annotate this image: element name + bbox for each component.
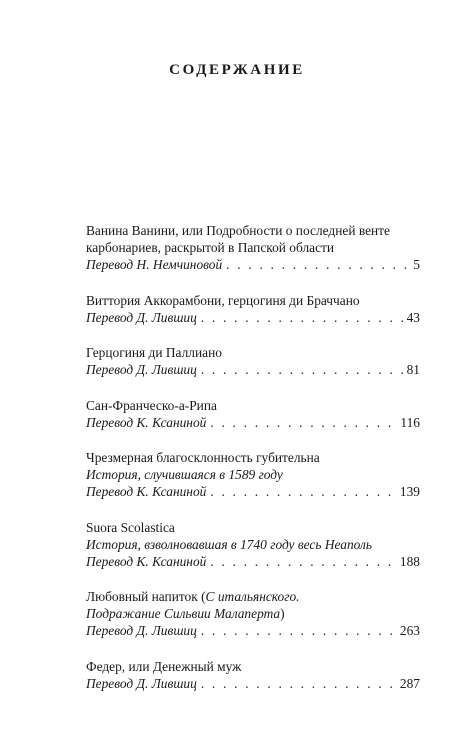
toc-page-number[interactable]: 263 — [399, 623, 420, 638]
toc-entry-title: Федер, или Денежный муж — [86, 658, 242, 674]
toc-translator-line — [86, 414, 420, 431]
toc-entry-title: Сан-Франческо-а-Рипа — [86, 397, 217, 413]
toc-entry-title: Герцогиня ди Паллиано — [86, 345, 222, 360]
toc-translator: Перевод К. Ксаниной — [86, 484, 207, 499]
toc-entry-subtitle: История, случившаяся в 1589 году — [86, 467, 283, 482]
toc-translator-line — [86, 256, 420, 273]
toc-entry-title: Любовный напиток (С итальянского. — [86, 589, 300, 604]
toc-translator: Перевод Д. Лившиц — [86, 362, 197, 377]
toc-entry[interactable] — [86, 519, 420, 570]
toc-translator-line — [86, 483, 420, 500]
toc-translator-line — [86, 622, 420, 639]
toc-page-number[interactable]: 116 — [400, 414, 420, 430]
toc-translator: Перевод Д. Лившиц — [86, 623, 197, 638]
toc-translator-line — [86, 675, 420, 692]
toc-translator-line — [86, 553, 420, 570]
toc-entry[interactable] — [86, 658, 420, 692]
toc-entry[interactable] — [86, 588, 420, 639]
toc-page-number[interactable]: 188 — [399, 553, 420, 569]
dot-leader — [222, 256, 409, 273]
toc-translator: Перевод К. Ксаниной — [86, 553, 207, 569]
toc-entry-title: Suora Scolastica — [86, 519, 175, 535]
toc-page-number[interactable]: 43 — [406, 309, 420, 325]
toc-translator: Перевод К. Ксаниной — [86, 414, 207, 430]
toc-translator: Перевод Н. Немчиновой — [86, 257, 223, 272]
toc-page-number[interactable]: 81 — [406, 362, 420, 377]
toc-entry-subtitle: карбонариев, раскрытой в Папской области — [86, 240, 335, 255]
page-title: СОДЕРЖАНИЕ — [169, 62, 305, 78]
table-of-contents — [86, 222, 420, 710]
toc-translator-line — [86, 309, 420, 326]
toc-entry-title: Ванина Ванини, или Подробности о последней венте — [86, 223, 390, 238]
toc-entry[interactable] — [86, 292, 420, 326]
dot-leader — [206, 414, 396, 431]
dot-leader — [197, 361, 403, 378]
toc-entry[interactable] — [86, 397, 420, 431]
toc-page-number[interactable]: 139 — [399, 484, 420, 499]
dot-leader — [197, 622, 396, 639]
toc-entry[interactable] — [86, 449, 420, 500]
toc-entry[interactable] — [86, 344, 420, 378]
toc-translator-line — [86, 361, 420, 378]
dot-leader — [197, 309, 403, 326]
toc-entry-title: Виттория Аккорамбони, герцогиня ди Браччано — [86, 292, 360, 308]
dot-leader — [197, 675, 396, 692]
dot-leader — [206, 553, 396, 570]
toc-entry-title: Чрезмерная благосклонность губительна — [86, 450, 320, 465]
toc-page-number[interactable]: 287 — [399, 675, 420, 691]
toc-translator: Перевод Д. Лившиц — [86, 309, 197, 325]
toc-entry-subtitle: Подражание Сильвии Малаперта) — [86, 606, 285, 621]
toc-page-number[interactable]: 5 — [413, 257, 420, 272]
dot-leader — [206, 483, 396, 500]
toc-entry[interactable] — [86, 222, 420, 273]
toc-translator: Перевод Д. Лившиц — [86, 675, 197, 691]
toc-entry-subtitle: История, взволновавшая в 1740 году весь Неаполь — [86, 536, 372, 552]
